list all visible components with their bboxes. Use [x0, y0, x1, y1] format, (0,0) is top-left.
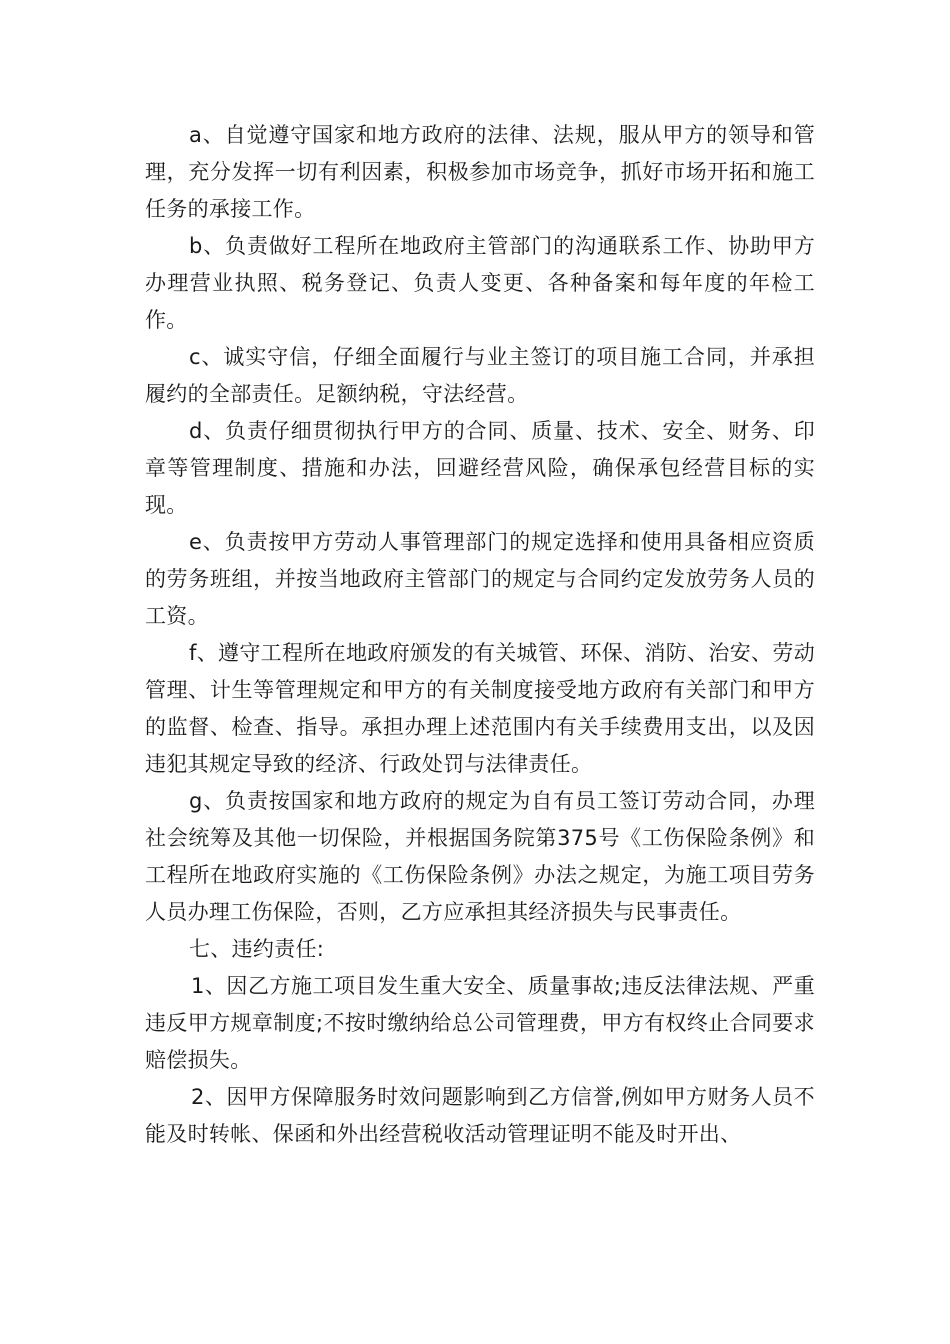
- clause-e: e、负责按甲方劳动人事管理部门的规定选择和使用具备相应资质的劳务班组，并按当地政府主管部门的规定与合同约定发放劳务人员的工资。: [145, 530, 815, 628]
- clause-c: c、诚实守信，仔细全面履行与业主签订的项目施工合同，并承担履约的全部责任。足额纳税，守法经营。: [145, 345, 815, 406]
- section-heading-breach: 七、违约责任:: [189, 937, 325, 961]
- clause-d: d、负责仔细贯彻执行甲方的合同、质量、技术、安全、财务、印章等管理制度、措施和办法，回避经营风险，确保承包经营目标的实现。: [145, 419, 815, 517]
- clause-b: b、负责做好工程所在地政府主管部门的沟通联系工作、协助甲方办理营业执照、税务登记、负责人变更、各种备案和每年度的年检工作。: [145, 234, 815, 332]
- breach-item-2: 2、因甲方保障服务时效问题影响到乙方信誉,例如甲方财务人员不能及时转帐、保函和外出经营税收活动管理证明不能及时开出、: [145, 1085, 815, 1146]
- breach-item-1: 1、因乙方施工项目发生重大安全、质量事故;违反法律法规、严重违反甲方规章制度;不按时缴纳给总公司管理费，甲方有权终止合同要求赔偿损失。: [145, 974, 815, 1072]
- clause-g: g、负责按国家和地方政府的规定为自有员工签订劳动合同，办理社会统筹及其他一切保险，并根据国务院第375号《工伤保险条例》和工程所在地政府实施的《工伤保险条例》办法之规定，为施工项目劳务人员办理工伤保险，否则，乙方应承担其经济损失与民事责任。: [145, 789, 815, 924]
- clause-f: f、遵守工程所在地政府颁发的有关城管、环保、消防、治安、劳动管理、计生等管理规定和甲方的有关制度接受地方政府有关部门和甲方的监督、检查、指导。承担办理上述范围内有关手续费用支出，以及因违犯其规定导致的经济、行政处罚与法律责任。: [145, 641, 815, 776]
- clause-a: a、自觉遵守国家和地方政府的法律、法规，服从甲方的领导和管理，充分发挥一切有利因素，积极参加市场竞争，抓好市场开拓和施工任务的承接工作。: [145, 123, 815, 221]
